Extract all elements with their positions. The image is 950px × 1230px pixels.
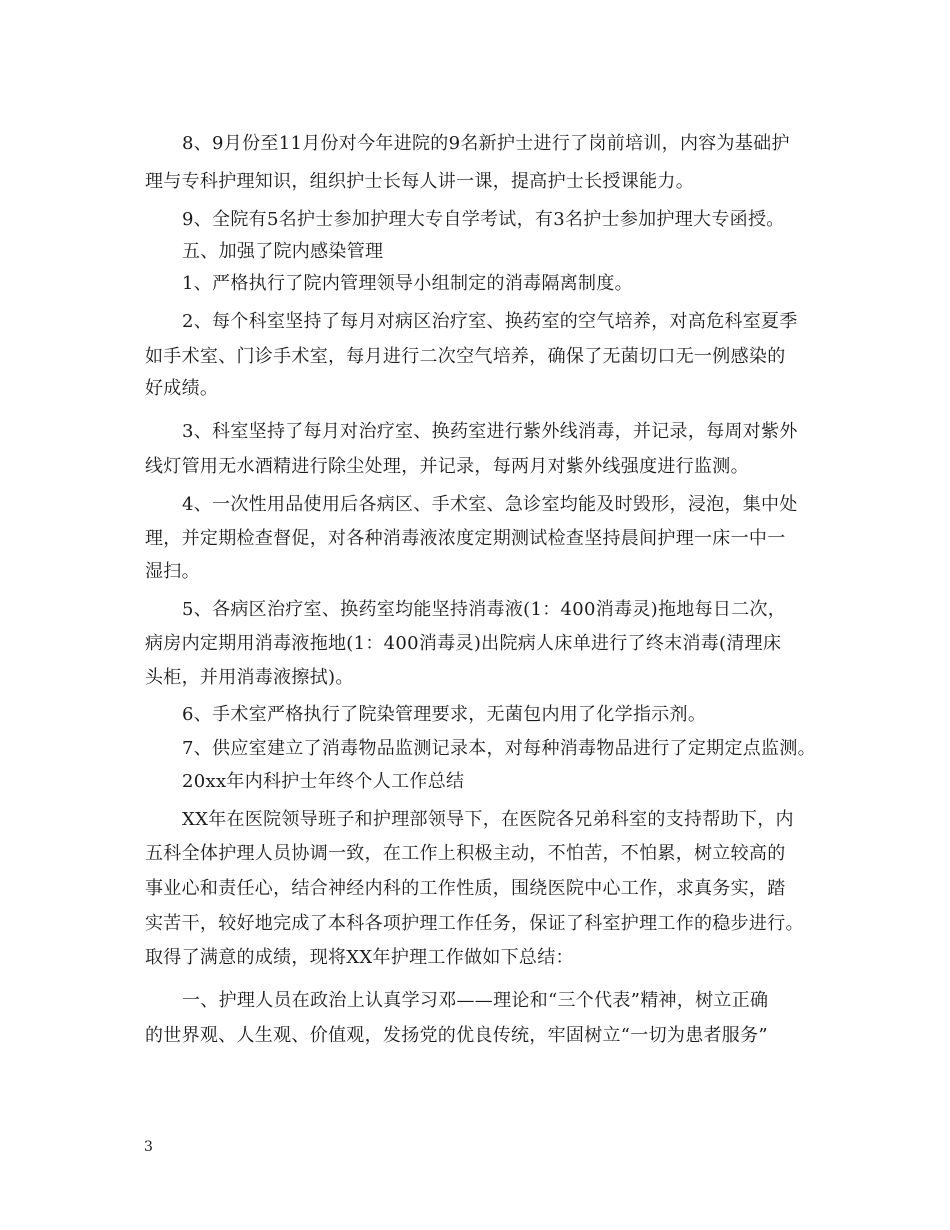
text-line: 五科全体护理人员协调一致，在工作上积极主动，不怕苦，不怕累，树立较高的: [145, 843, 786, 864]
text-line: 好成绩。: [145, 378, 219, 399]
text-line: 湿扫。: [145, 561, 200, 582]
text-line: 事业心和责任心，结合神经内科的工作性质，围绕医院中心工作，求真务实，踏: [145, 878, 786, 899]
text-line: 7、供应室建立了消毒物品监测记录本，对每种消毒物品进行了定期定点监测。: [182, 738, 816, 759]
page-number: 3: [144, 1139, 153, 1155]
text-line: 实苦干，较好地完成了本科各项护理工作任务，保证了科室护理工作的稳步进行。: [145, 913, 804, 934]
text-line: 一、护理人员在政治上认真学习邓——理论和“三个代表”精神，树立正确: [182, 990, 769, 1011]
text-line: 取得了满意的成绩，现将XX年护理工作做如下总结：: [145, 947, 574, 968]
text-line: 5、各病区治疗室、换药室均能坚持消毒液(1：400消毒灵)拖地每日二次，: [182, 599, 787, 620]
text-line: XX年在医院领导班子和护理部领导下，在医院各兄弟科室的支持帮助下，内: [182, 809, 794, 830]
text-line: 理，并定期检查督促，对各种消毒液浓度定期测试检查坚持晨间护理一床一中一: [145, 528, 786, 549]
text-line: 五、加强了院内感染管理: [182, 241, 384, 262]
text-line: 头柜，并用消毒液擦拭)。: [145, 667, 354, 688]
text-line: 1、严格执行了院内管理领导小组制定的消毒隔离制度。: [182, 273, 633, 294]
text-line: 理与专科护理知识，组织护士长每人讲一课，提高护士长授课能力。: [145, 171, 694, 192]
text-line: 8、9月份至11月份对今年进院的9名新护士进行了岗前培训，内容为基础护: [182, 133, 790, 154]
text-line: 的世界观、人生观、价值观，发扬党的优良传统，牢固树立“一切为患者服务”: [145, 1025, 768, 1046]
text-line: 3、科室坚持了每月对治疗室、换药室进行紫外线消毒，并记录，每周对紫外: [182, 421, 798, 442]
text-line: 20xx年内科护士年终个人工作总结: [182, 771, 465, 792]
text-line: 2、每个科室坚持了每月对病区治疗室、换药室的空气培养，对高危科室夏季: [182, 311, 798, 332]
text-line: 如手术室、门诊手术室，每月进行二次空气培养，确保了无菌切口无一例感染的: [145, 346, 786, 367]
text-line: 4、一次性用品使用后各病区、手术室、急诊室均能及时毁形，浸泡，集中处: [182, 494, 798, 515]
text-line: 病房内定期用消毒液拖地(1：400消毒灵)出院病人床单进行了终末消毒(清理床: [145, 633, 782, 654]
text-line: 线灯管用无水酒精进行除尘处理，并记录，每两月对紫外线强度进行监测。: [145, 456, 749, 477]
text-line: 6、手术室严格执行了院染管理要求，无菌包内用了化学指示剂。: [182, 704, 707, 725]
text-line: 9、全院有5名护士参加护理大专自学考试，有3名护士参加护理大专函授。: [182, 209, 785, 230]
